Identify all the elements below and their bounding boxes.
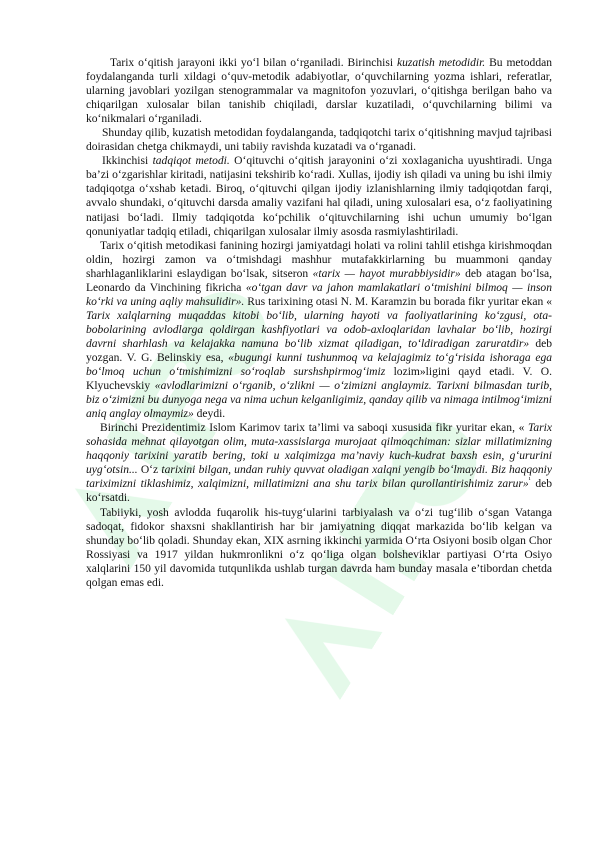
document-body <box>86 56 552 590</box>
text-run: deydi. <box>193 408 226 421</box>
footnote-marker: ¹ <box>528 476 531 485</box>
text-run: Tarix o‘qitish jarayoni ikki yo‘l bilan o‘rganiladi. Birinchisi <box>110 57 397 69</box>
italic-text: «bugungi kunni tushunmoq va kelajagimiz to‘g‘risida ishoraga ega bo‘lmoq uchun o‘tmishimizni so‘roqlab surshshpirmog‘imiz <box>86 351 552 379</box>
paragraph <box>86 56 552 126</box>
italic-text: Tarix sohasida mehnat qilayotgan olim, muta-xassislarga murojaat qilmoqchiman: sizlar millatimizning haqqoniy tarixini yaratib bering, toki u xalqimizga ma’naviy kuch-kudrat baxsh esin, g‘ururini uyg‘otsin... <box>86 422 552 477</box>
italic-text: Tarix xalqlarning muqaddas kitobi bo‘lib, ularning hayoti va faoliyatlarining ko‘zgusi, ota-bobolarining avlodlarga qoldirgan kashfiyotlari va odob-axloqlaridan lavhalar bo‘lib, hozirgi davrni sharhlash va kelajakka namuna bo‘lib xizmat qiladigan, to‘ldiradigan zaruratdir» <box>86 309 552 350</box>
paragraph <box>86 154 552 238</box>
italic-text: tadqiqot metodi. <box>152 155 230 168</box>
italic-text: «o‘tgan davr va jahon mamlakatlari o‘tmishini bilmoq — inson ko‘rki va uning aqliy mahsulidir». <box>86 281 552 308</box>
text-run: Tarix o‘qitish metodikasi fanining hozirgi jamiyatdagi holati va rolini tahlil etishga kirishmoqdan oldin, hozirgi zamon va o‘tmishdagi mashhur mutafakkirlarning bu muammoni qanday sharhlaganliklarini eslaydigan bo‘lsak, sitseron <box>86 239 552 280</box>
text-run: Ikkinchisi <box>102 155 153 168</box>
text-run: Birinchi Prezidentimiz Islom Karimov tarix ta’limi va saboqi xususida fikr yuritar ekan, « <box>100 422 529 435</box>
italic-text: tarixini bilgan, undan ruhiy quvvat oladigan xalqni yengib bo‘lmaydi. Biz haqqoniy tariximizni tiklashimiz, xalqimizni, millatimizni ana shu tarix bilan qurollantirishimiz zarur» <box>86 464 552 491</box>
paragraph <box>86 239 552 422</box>
text-run: O‘z <box>137 464 162 477</box>
paragraph <box>86 506 552 590</box>
italic-text: «avlodlarimizni o‘rganib, o‘zlikni — o‘zimizni anglaymiz. Tarixni bilmasdan turib, biz o‘zimizni bu dunyoga nega va nima uchun kelganligimiz, qanday qilib va nimaga intilmog‘imizni aniq anglay olmaymiz» <box>86 380 552 421</box>
text-run: Tabiiyki, yosh avlodda fuqarolik his-tuyg‘ularini tarbiyalash va o‘zi tug‘ilib o‘sgan Vatanga sadoqat, fidokor shaxsni shakllantirish har bir jamiyatning diqqat markazida bo‘lib kelgan va shunday bo‘lib qoladi. Shunday ekan, XIX asrning ikkinchi yarmida O‘rta Osiyoni bosib olgan Chor Rossiyasi va 1917 yildan hukmronlikni o‘z qo‘liga olgan bolsheviklar partiyasi O‘rta Osiyo xalqlarini 150 yil davomida tutqunlikda ushlab turgan davrda ham bunday masala e’tibordan chetda qolgan emas edi. <box>86 506 552 589</box>
text-run: deb ko‘rsatdi. <box>86 478 552 505</box>
italic-text: «tarix — hayot murabbiysidir» <box>312 267 461 280</box>
text-run: deb yozgan. V. G. Belinskiy esa, <box>86 337 553 364</box>
text-run: O‘qituvchi o‘qitish jarayonini o‘zi xoxlaganicha uyushtiradi. Unga ba’zi o‘zgarishlar kiritadi, natijasini tekshirib ko‘radi. Xullas, ijodiy ish qiladi va uning bu ishi ilmiy tadqiqotga o‘xshab ketadi. Biroq, o‘qituvchi qilgan ijodiy izlanishlarning ilmiy tadqiqotdan farqi, avvalo shundaki, o‘qituvchi darsda amaliy vazifani hal qiladi, uning xulosalari esa, o‘z faoliyatining natijasi bo‘ladi. Ilmiy tadqiqotda ko‘pchilik o‘qituvchilarning ishi uchun umumiy bo‘lgan qonuniyatlar tadqiq etiladi, chiqarilgan xulosalar ilmiy asosda rasmiylashtiriladi. <box>86 155 552 238</box>
text-run: lozim»ligini qayd etadi. V. O. Klyuchevskiy <box>86 366 552 393</box>
text-run: Shunday qilib, kuzatish metodidan foydalanganda, tadqiqotchi tarix o‘qitishning mavjud tajribasi doirasidan chetga chikmaydi, uni tabiiy ravishda kuzatadi va o‘rganadi. <box>86 127 552 154</box>
text-run: deb atagan bo‘lsa, Leonardo da Vinchining fikricha <box>86 267 552 294</box>
italic-text: kuzatish metodidir. <box>396 57 486 69</box>
text-run: Bu metoddan foydalanganda turli xildagi o‘quv-metodik adabiyotlar, o‘quvchilarning yozma ishlari, referatlar, ularning javoblari yozilgan stenogrammalar va magnitofon yozuvlari, o‘qitishga berilgan baho va chiqarilgan xulosalar bilan tanishib chiqiladi, darslar kuzatiladi, o‘quvchilarning bilimi va ko‘nikmalari o‘rganiladi. <box>86 57 552 126</box>
paragraph <box>86 126 552 154</box>
paragraph <box>86 421 552 505</box>
text-run: Rus tarixining otasi N. M. Karamzin bu borada fikr yuritar ekan « <box>244 295 552 308</box>
